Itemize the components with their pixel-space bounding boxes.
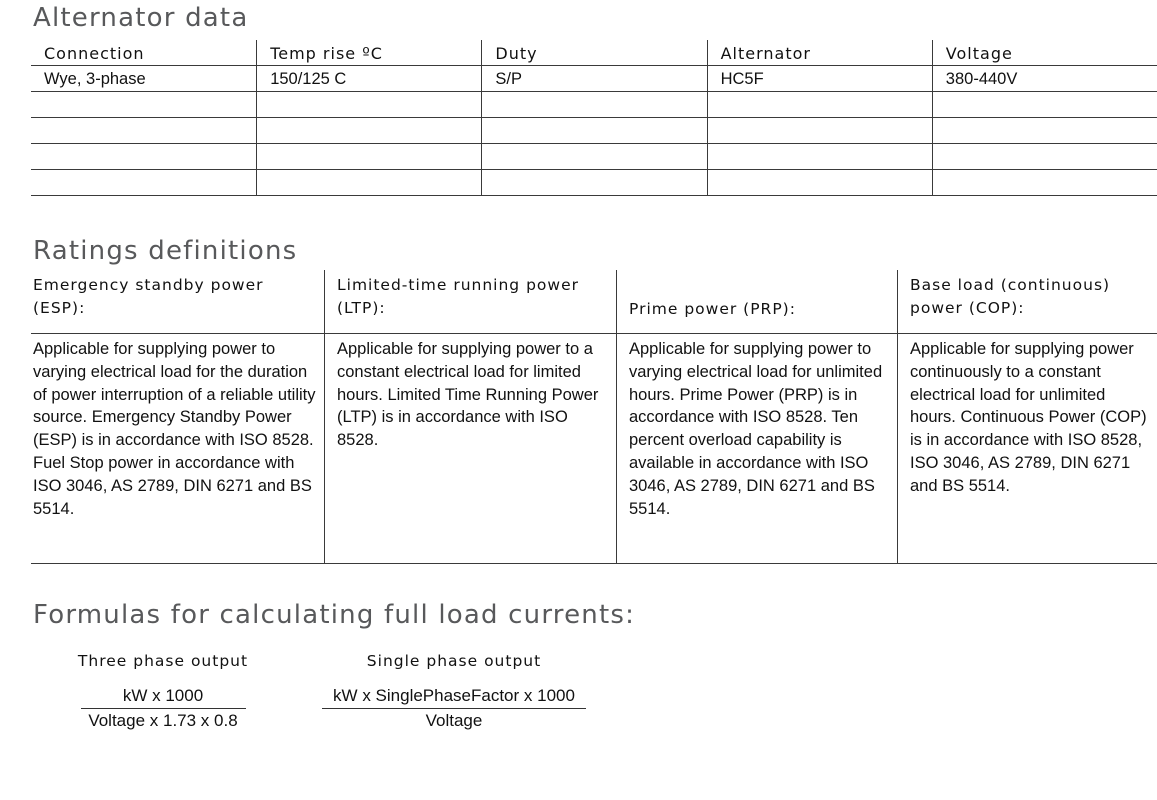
empty-table-row xyxy=(31,92,1157,118)
single-phase-label: Single phase output xyxy=(366,652,542,670)
ratings-definitions-table xyxy=(31,270,1157,564)
three-phase-formula xyxy=(73,652,253,733)
cell-alternator: HC5F xyxy=(707,66,932,91)
empty-cell xyxy=(481,118,706,143)
single-phase-denominator: Voltage xyxy=(425,711,483,731)
single-phase-fraction xyxy=(318,684,590,733)
empty-cell xyxy=(481,92,706,117)
definition-esp: Applicable for supplying power to varying electrical load for the duration of power interruption of a reliable utility source. Emergency Standby Power (ESP) is in accordance with ISO 8528. Fuel Stop power in accordance with ISO 3046, AS 2789, DIN 6271 and BS 5514. xyxy=(33,340,316,518)
ratings-definitions-title: Ratings definitions xyxy=(33,236,298,266)
header-prp: Prime power (PRP): xyxy=(616,270,897,333)
empty-table-row xyxy=(31,118,1157,144)
empty-cell xyxy=(31,118,256,143)
empty-cell xyxy=(31,144,256,169)
alternator-data-title: Alternator data xyxy=(33,3,249,33)
cell-duty: S/P xyxy=(481,66,706,91)
three-phase-numerator: kW x 1000 xyxy=(122,686,204,705)
empty-cell xyxy=(256,170,481,195)
empty-cell xyxy=(932,92,1157,117)
empty-cell xyxy=(31,170,256,195)
table-header-row xyxy=(31,40,1157,66)
header-esp: Emergency standby power (ESP): xyxy=(33,276,264,317)
single-phase-numerator: kW x SinglePhaseFactor x 1000 xyxy=(333,686,575,705)
empty-table-row xyxy=(31,144,1157,170)
empty-cell xyxy=(707,170,932,195)
table-row xyxy=(31,66,1157,92)
ratings-header-row xyxy=(31,270,1157,334)
empty-cell xyxy=(932,118,1157,143)
header-alternator: Alternator xyxy=(707,40,932,65)
alternator-data-table xyxy=(31,40,1157,196)
cell-voltage: 380-440V xyxy=(932,66,1157,91)
three-phase-label: Three phase output xyxy=(77,652,249,670)
header-ltp: Limited-time running power (LTP): xyxy=(324,270,616,333)
empty-cell xyxy=(707,144,932,169)
empty-cell xyxy=(31,92,256,117)
three-phase-fraction xyxy=(73,684,253,733)
empty-table-row xyxy=(31,170,1157,196)
empty-cell xyxy=(481,170,706,195)
ratings-body-row xyxy=(31,334,1157,564)
empty-cell xyxy=(707,92,932,117)
header-connection: Connection xyxy=(44,44,145,63)
definition-prp: Applicable for supplying power to varying electrical load for unlimited hours. Prime Power (PRP) is in accordance with ISO 8528. Ten percent overload capability is available in accordance with ISO 3046, AS 2789, DIN 6271 and BS 5514. xyxy=(616,334,897,563)
header-temp-rise: Temp rise ºC xyxy=(256,40,481,65)
header-cop: Base load (continuous) power (COP): xyxy=(897,270,1157,333)
empty-cell xyxy=(932,170,1157,195)
empty-cell xyxy=(932,144,1157,169)
header-duty: Duty xyxy=(481,40,706,65)
definition-cop: Applicable for supplying power continuously to a constant electrical load for unlimited hours. Continuous Power (COP) is in accordance with ISO 8528, ISO 3046, AS 2789, DIN 6271 and BS 5514. xyxy=(897,334,1157,563)
empty-cell xyxy=(256,144,481,169)
definition-ltp: Applicable for supplying power to a constant electrical load for limited hours. Limited Time Running Power (LTP) is in accordance with ISO 8528. xyxy=(324,334,616,563)
empty-cell xyxy=(256,118,481,143)
empty-cell xyxy=(481,144,706,169)
single-phase-formula xyxy=(318,652,590,733)
cell-connection: Wye, 3-phase xyxy=(44,70,146,88)
cell-temp-rise: 150/125 C xyxy=(256,66,481,91)
empty-cell xyxy=(707,118,932,143)
formulas-title: Formulas for calculating full load currents: xyxy=(33,600,636,630)
header-voltage: Voltage xyxy=(932,40,1157,65)
empty-cell xyxy=(256,92,481,117)
three-phase-denominator: Voltage x 1.73 x 0.8 xyxy=(88,711,238,731)
